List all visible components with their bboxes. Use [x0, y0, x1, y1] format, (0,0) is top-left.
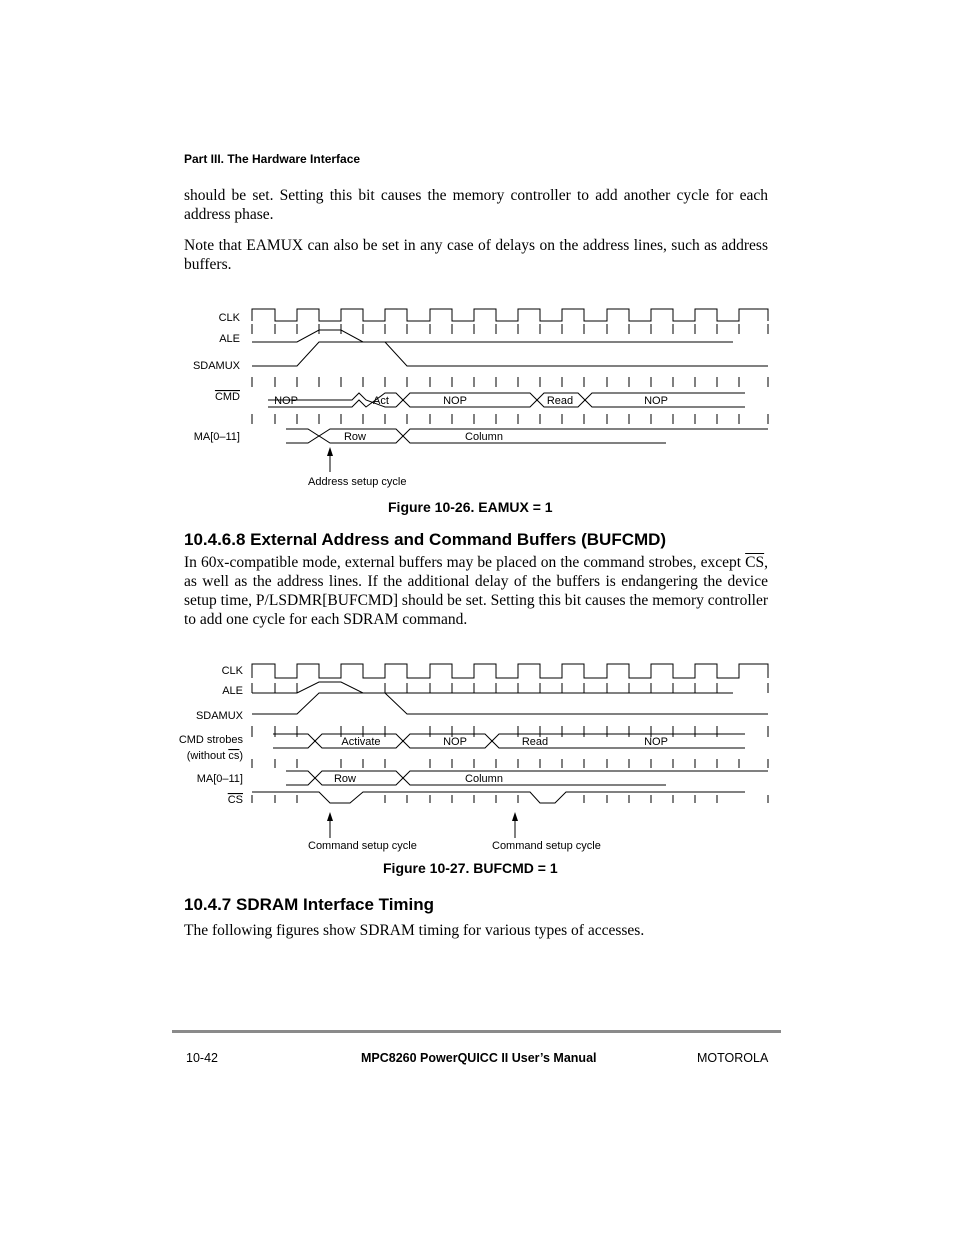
intro-paragraph-1: should be set. Setting this bit causes the memory controller to add another cycle for each address phase. [184, 187, 768, 223]
fig1-cmd-value: NOP [443, 395, 467, 407]
fig1-ma-label: MA[0–11] [193, 431, 240, 443]
fig2-cs-label: CS [227, 794, 243, 806]
fig1-ale-label: ALE [219, 333, 240, 345]
timing-paragraph: The following figures show SDRAM timing for various types of accesses. [184, 922, 645, 939]
company-name: MOTOROLA [697, 1051, 769, 1065]
fig2-cmd-strobes-label: CMD strobes [178, 734, 243, 746]
fig2-annotation: Command setup cycle [308, 840, 417, 852]
section-heading-timing: 10.4.7 SDRAM Interface Timing [184, 895, 435, 914]
figure-caption-10-26: Figure 10-26. EAMUX = 1 [388, 499, 553, 515]
fig2-ale-label: ALE [222, 685, 243, 697]
bufcmd-timing-diagram [0, 640, 954, 865]
fig2-cmd-value: NOP [644, 736, 668, 748]
fig1-cmd-value: NOP [274, 395, 298, 407]
figure-caption-10-27: Figure 10-27. BUFCMD = 1 [383, 860, 558, 876]
fig2-cmd-value: NOP [443, 736, 467, 748]
fig1-cmd-value: Read [546, 395, 574, 407]
fig1-ma-value: Column [465, 431, 503, 443]
fig1-annotation: Address setup cycle [308, 476, 407, 488]
fig1-ma-value: Row [343, 431, 367, 443]
running-head: Part III. The Hardware Interface [184, 152, 361, 166]
fig1-clk-label: CLK [218, 312, 240, 324]
fig1-sdamux-label: SDAMUX [192, 360, 240, 372]
section-heading-bufcmd: 10.4.6.8 External Address and Command Buffers (BUFCMD) [184, 530, 667, 549]
footer-rule [172, 1030, 781, 1033]
fig1-cmd-value: Act [373, 395, 389, 407]
fig2-annotation: Command setup cycle [492, 840, 601, 852]
fig2-ma-value: Column [465, 773, 503, 785]
fig2-without-cs-label: (without cs) [186, 750, 243, 762]
fig2-cmd-value: Read [521, 736, 549, 748]
page-number: 10-42 [186, 1051, 218, 1065]
fig1-cmd-value: NOP [644, 395, 668, 407]
fig2-cmd-value: Activate [341, 736, 381, 748]
intro-paragraph-2: Note that EAMUX can also be set in any case of delays on the address lines, such as address buffers. [184, 237, 768, 273]
fig2-sdamux-label: SDAMUX [195, 710, 243, 722]
eamux-timing-diagram [0, 0, 954, 500]
fig1-cmd-label: CMD [214, 391, 240, 403]
bufcmd-paragraph: In 60x-compatible mode, external buffers may be placed on the command strobes, except $\overline{CS}$, as well as the address lines. If the additional delay of the buffers is endangering the device setup time, P/LSDMR[BUFCMD] should be set. Setting this bit causes the memory controller to add one cycle for each SDRAM command. [184, 554, 768, 628]
fig2-clk-label: CLK [221, 665, 243, 677]
fig2-ma-value: Row [333, 773, 357, 785]
manual-title: MPC8260 PowerQUICC II User’s Manual [361, 1051, 597, 1065]
fig2-ma-label: MA[0–11] [196, 773, 243, 785]
